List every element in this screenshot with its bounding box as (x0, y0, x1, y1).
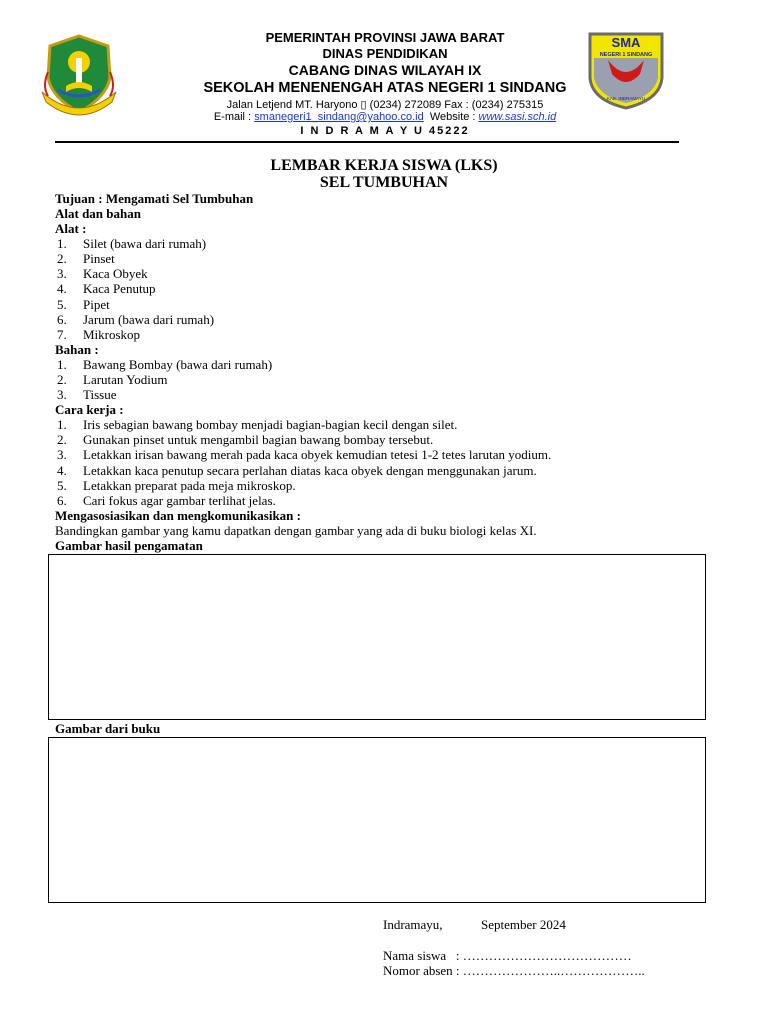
list-item: 2. Larutan Yodium (57, 372, 168, 387)
list-item: 3. Kaca Obyek (57, 266, 148, 281)
observation-drawing-heading: Gambar hasil pengamatan (55, 538, 203, 553)
list-item: 3. Tissue (57, 387, 117, 402)
list-item: 1. Silet (bawa dari rumah) (57, 236, 207, 251)
tools-heading: Alat : (55, 221, 87, 236)
email-link[interactable]: smanegeri1_sindang@yahoo.co.id (254, 111, 424, 123)
list-item: 4. Kaca Penutup (57, 281, 156, 296)
west-java-emblem-logo (36, 32, 122, 118)
worksheet-title: LEMBAR KERJA SISWA (LKS) (270, 157, 498, 174)
tools-materials-heading: Alat dan bahan (55, 206, 141, 221)
website-label: Website : (423, 111, 479, 123)
website-link[interactable]: www.sasi.sch.id (478, 111, 557, 123)
book-drawing-box[interactable] (48, 737, 706, 903)
list-item: 6. Cari fokus agar gambar terlihat jelas. (57, 493, 276, 508)
list-item: 5. Letakkan preparat pada meja mikroskop. (57, 478, 296, 493)
letterhead-address: Jalan Letjend MT. Haryono ▯ (0234) 272089 Fax : (0234) 275315 (226, 99, 544, 111)
analysis-heading: Mengasosiasikan dan mengkomunikasikan : (55, 508, 301, 523)
analysis-instruction: Bandingkan gambar yang kamu dapatkan dengan gambar yang ada di buku biologi kelas XI. (55, 523, 537, 538)
list-item: 3. Letakkan irisan bawang merah pada kaca obyek kemudian tetesi 1-2 tetes larutan yodium. (57, 447, 552, 462)
list-item: 4. Letakkan kaca penutup secara perlahan diatas kaca obyek dengan menggunakan jarum. (57, 463, 537, 478)
email-label: E-mail : (213, 111, 255, 123)
sma-shield-logo (586, 28, 666, 110)
svg-text:NEGERI 1 SINDANG: NEGERI 1 SINDANG (599, 52, 653, 58)
observation-drawing-box[interactable] (48, 554, 706, 720)
svg-text:SMA: SMA (611, 35, 641, 50)
materials-heading: Bahan : (55, 342, 99, 357)
signature-place: Indramayu, (383, 917, 443, 932)
list-item: 6. Jarum (bawa dari rumah) (57, 312, 215, 327)
list-item: 1. Iris sebagian bawang bombay menjadi bagian-bagian kecil dengan silet. (57, 417, 458, 432)
objective: Tujuan : Mengamati Sel Tumbuhan (55, 191, 254, 206)
list-item: 5. Pipet (57, 297, 110, 312)
letterhead-province: PEMERINTAH PROVINSI JAWA BARAT (265, 30, 505, 45)
student-number-field[interactable]: Nomor absen : …………………..……………….. (383, 963, 645, 978)
letterhead-branch: CABANG DINAS WILAYAH IX (288, 62, 482, 78)
letterhead-city: I N D R A M A Y U 45222 (300, 125, 470, 137)
book-drawing-heading: Gambar dari buku (55, 721, 161, 736)
letterhead-contact (180, 111, 590, 123)
letterhead-department: DINAS PENDIDIKAN (322, 46, 448, 61)
procedure-heading: Cara kerja : (55, 402, 124, 417)
list-item: 1. Bawang Bombay (bawa dari rumah) (57, 357, 273, 372)
student-name-field[interactable]: Nama siswa : ………………………………… (383, 948, 632, 963)
list-item: 2. Pinset (57, 251, 115, 266)
letterhead-divider (55, 141, 679, 143)
worksheet-subtitle: SEL TUMBUHAN (319, 174, 449, 191)
letterhead-school-name: SEKOLAH MENENENGAH ATAS NEGERI 1 SINDANG (203, 80, 567, 96)
list-item: 7. Mikroskop (57, 327, 141, 342)
signature-date: September 2024 (481, 917, 566, 932)
svg-text:KAB. INDRAMAYU: KAB. INDRAMAYU (606, 96, 646, 101)
list-item: 2. Gunakan pinset untuk mengambil bagian bawang bombay tersebut. (57, 432, 434, 447)
